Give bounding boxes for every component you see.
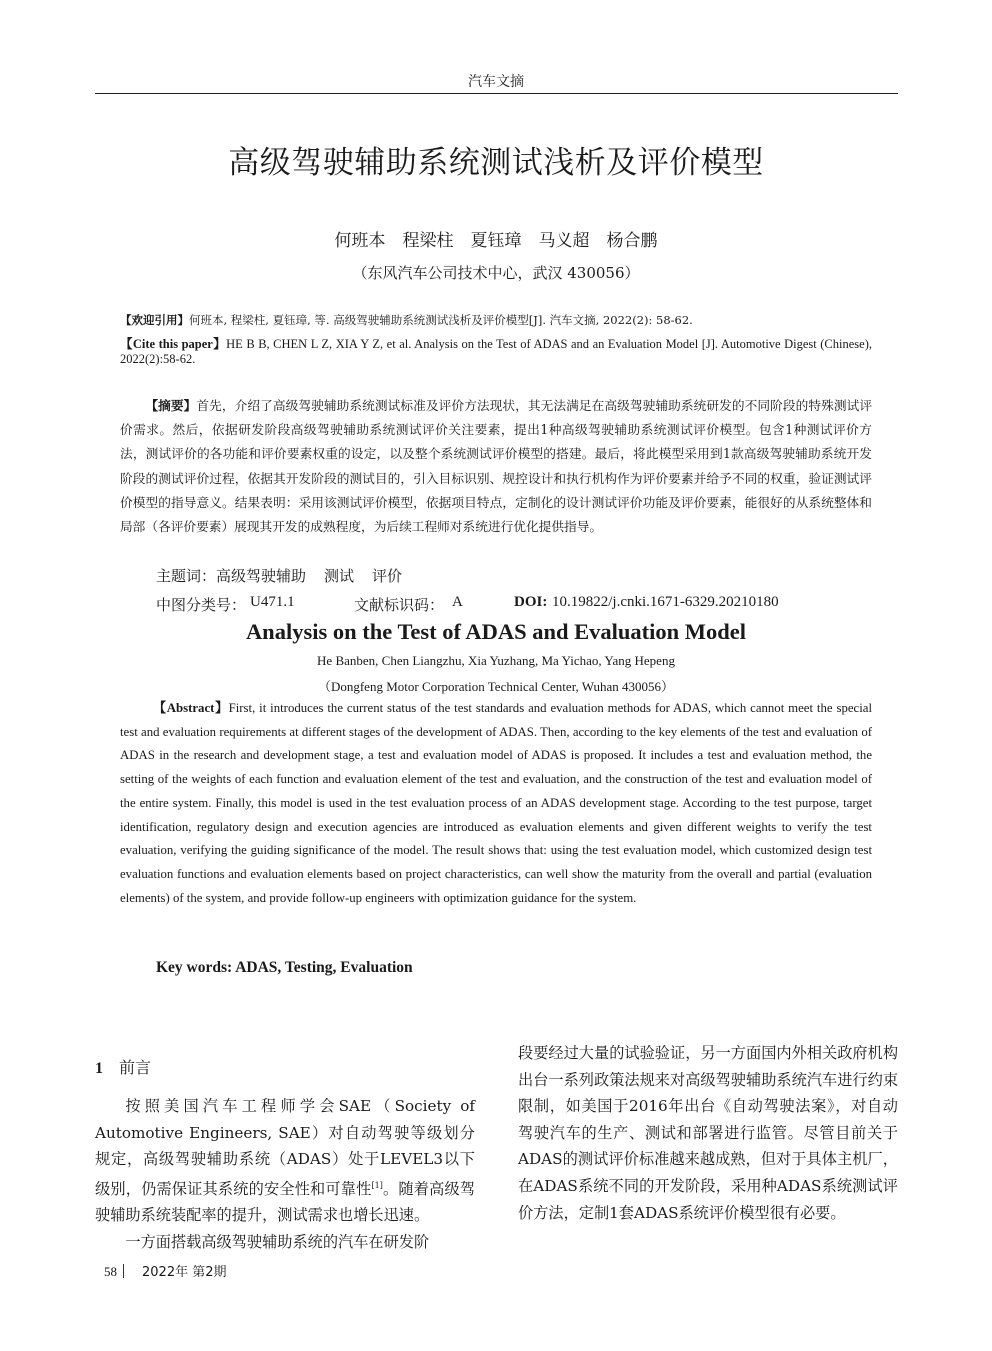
body-paragraph: 一方面搭载高级驾驶辅助系统的汽车在研发阶 [125, 1233, 430, 1252]
citation-en-text: HE B B, CHEN L Z, XIA Y Z, et al. Analysis on the Test of ADAS and an Evaluation Model [J]. Automotive Digest (Chinese), 2022(2):58-62. [120, 337, 872, 366]
body-column-right [518, 1040, 898, 1226]
citation-en [120, 337, 872, 367]
section-number: 1 [95, 1060, 103, 1077]
issue-label: 2022年 第2期 [142, 1265, 227, 1280]
paper-title-en: Analysis on the Test of ADAS and Evaluation Model [245, 619, 747, 644]
keyword-item: 评价 [372, 567, 403, 585]
keyword-item: 高级驾驶辅助 [216, 567, 307, 585]
abstract-cn-label: 【摘要】 [145, 398, 197, 413]
classification-row [156, 594, 896, 616]
authors-en: He Banben, Chen Liangzhu, Xia Yuzhang, Ma Yichao, Yang Hepeng [317, 653, 675, 668]
body-paragraph [95, 1093, 475, 1229]
citation-en-label: 【Cite this paper】 [120, 337, 227, 351]
section-title: 前言 [119, 1058, 152, 1077]
body-column-left [95, 1093, 475, 1256]
page-number: 58 [104, 1264, 117, 1279]
paper-title-cn: 高级驾驶辅助系统测试浅析及评价模型 [228, 145, 764, 181]
affiliation-cn: （东风汽车公司技术中心，武汉 430056） [352, 264, 640, 282]
section-heading [95, 1055, 151, 1078]
citation-cn-label: 【欢迎引用】 [120, 313, 189, 327]
body-paragraph: 段要经过大量的试验验证，另一方面国内外相关政府机构出台一系列政策法规来对高级驾驶辅助系统汽车进行约束限制，如美国于2016年出台《自动驾驶法案》，对自动驾驶汽车的生产、测试和部署进行监管。尽管目前关于ADAS的测试评价标准越来越成熟，但对于具体主机厂，在ADAS系统不同的开发阶段，采用种ADAS系统测试评价方法，定制1套ADAS系统评价模型很有必要。 [518, 1044, 898, 1222]
citation-cn [120, 313, 872, 328]
footer-divider [123, 1264, 124, 1278]
authors-cn: 何班本 程梁柱 夏钰璋 马义超 杨合鹏 [334, 231, 658, 251]
body-text: 。随着高级驾驶辅助系统装配率的提升，测试需求也增长迅速。 [95, 1179, 476, 1225]
keywords-cn [156, 565, 402, 586]
citation-cn-text: 何班本, 程梁柱, 夏钰璋, 等. 高级驾驶辅助系统测试浅析及评价模型[J]. 汽车文摘, 2022(2): 58-62. [189, 313, 693, 327]
affiliation-en: （Dongfeng Motor Corporation Technical Center, Wuhan 430056） [317, 679, 675, 694]
header-rule [95, 93, 898, 94]
page-footer [104, 1261, 227, 1280]
clc-label: 中图分类号： [156, 596, 247, 614]
keywords-cn-label: 主题词： [156, 567, 217, 585]
reference-marker[interactable]: [1] [371, 1180, 383, 1190]
abstract-cn-text: 首先，介绍了高级驾驶辅助系统测试标准及评价方法现状，其无法满足在高级驾驶辅助系统研发的不同阶段的特殊测试评价需求。然后，依据研发阶段高级驾驶辅助系统测试评价关注要素，提出1种高级驾驶辅助系统测试评价模型。包含1种测试评价方法，测试评价的各功能和评价要素权重的设定，以及整个系统测试评价模型的搭建。最后，将此模型采用到1款高级驾驶辅助系统开发阶段的测试评价过程，依据其开发阶段的测试目的，引入目标识别、规控设计和执行机构作为评价要素并给予不同的权重，验证测试评价模型的指导意义。结果表明：采用该测试评价模型，依据项目特点，定制化的设计测试评价功能及评价要素，能很好的从系统整体和局部（各评价要素）展现其开发的成熟程度，为后续工程师对系统进行优化提供指导。 [120, 398, 873, 535]
body-text: 按照美国汽车工程师学会SAE（Society of Automotive Engineers, SAE）对自动驾驶等级划分规定，高级驾驶辅助系统（ADAS）处于LEVEL3以下级别，仍需保证其系统的安全性和可靠性 [95, 1097, 475, 1198]
keywords-en: Key words: ADAS, Testing, Evaluation [156, 959, 413, 976]
abstract-en [120, 697, 872, 910]
abstract-cn [120, 394, 872, 539]
running-header: 汽车文摘 [468, 74, 524, 90]
abstract-en-label: 【Abstract】 [153, 701, 229, 715]
doc-code-label: 文献标识码： [354, 596, 445, 614]
doc-code-value: A [452, 594, 463, 610]
doi-label: DOI: [514, 594, 548, 610]
doi-value: 10.19822/j.cnki.1671-6329.20210180 [552, 594, 779, 610]
clc-value: U471.1 [250, 594, 295, 610]
keyword-item: 测试 [324, 567, 355, 585]
abstract-en-text: First, it introduces the current status of the test standards and evaluation methods for ADAS, which cannot meet the special test and evaluation requirements at different stages of the development of ADAS. Then, according to the key elements of the test and evaluation of ADAS in the research and development stage, a test and evaluation model of ADAS is proposed. It includes a test and evaluation method, the setting of the weights of each function and evaluation element of the test and evaluation, and the construction of the test and evaluation model of the entire system. Finally, this model is used in the test evaluation process of an ADAS development stage. According to the test purpose, target identification, regulatory design and execution agencies are introduced as evaluation elements and given different weights to verify the test evaluation, verifying the guiding significance of the model. The result shows that: using the test evaluation model, which customized design test evaluation functions and evaluation elements based on project characteristics, can well show the maturity from the overall and partial (evaluation elements) of the system, and provide follow-up engineers with optimization guidance for the system. [120, 701, 872, 905]
